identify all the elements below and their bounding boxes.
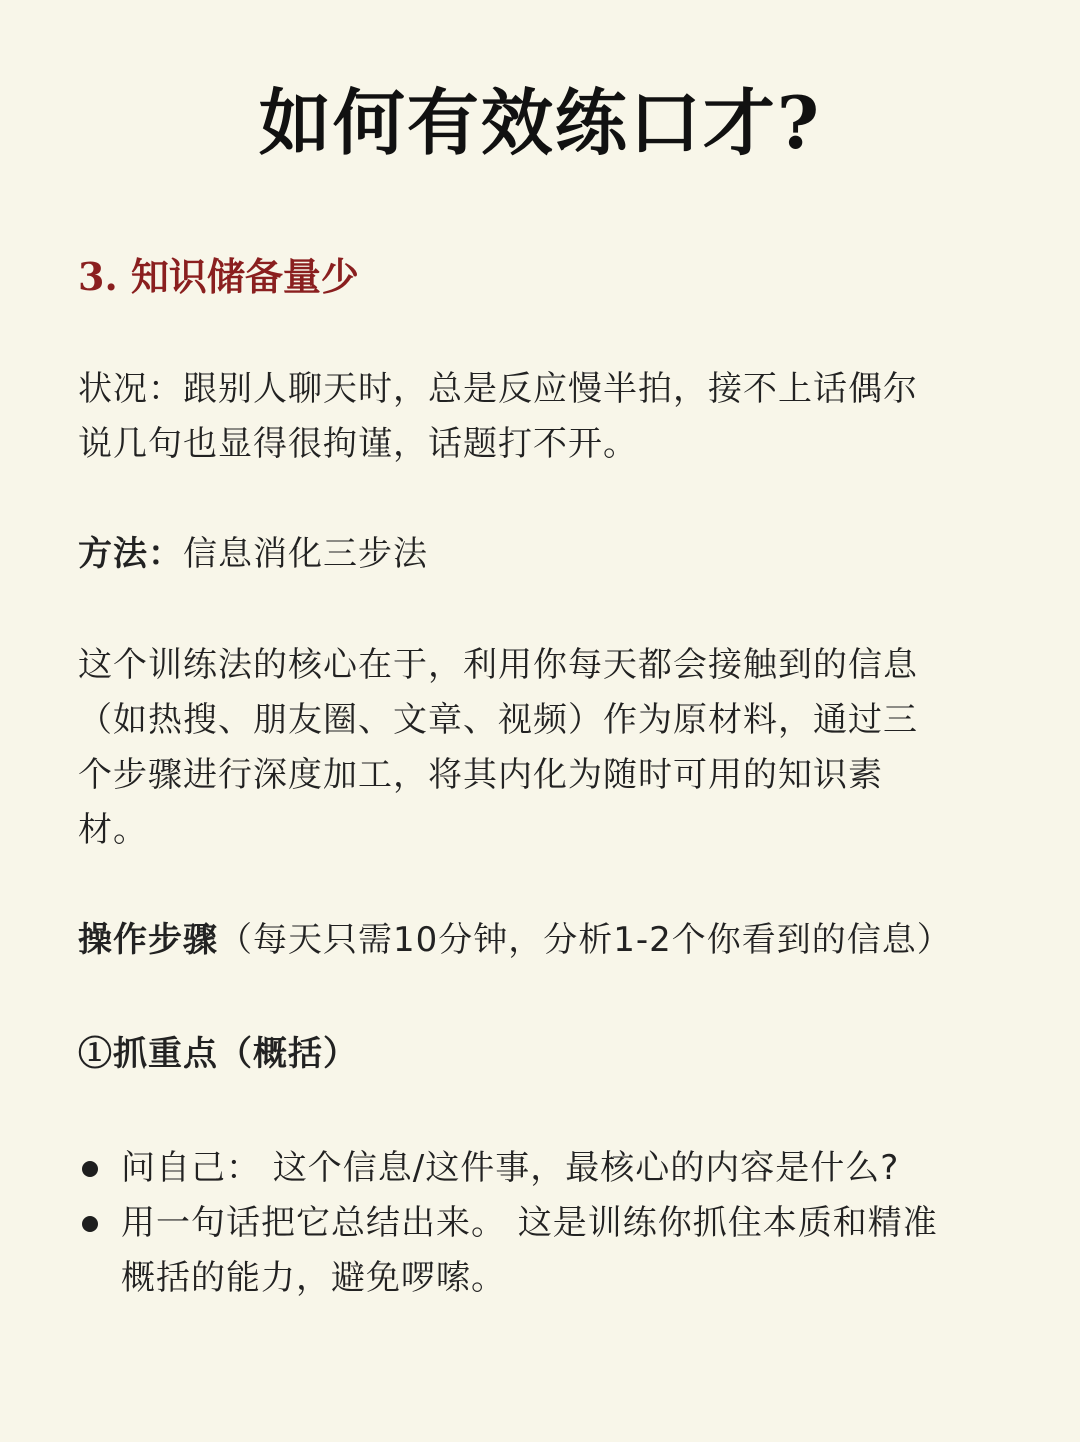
bullet-dot-icon: [82, 1216, 98, 1232]
list-item: [78, 1196, 1038, 1306]
step1-heading: ①抓重点（概括）: [78, 1034, 358, 1074]
bullet-list: [78, 1141, 1038, 1306]
situation-line: 状况：跟别人聊天时，总是反应慢半拍，接不上话偶尔: [78, 369, 918, 409]
bullet-line: 概括的能力，避免啰嗦。: [121, 1258, 506, 1298]
core-line: 个步骤进行深度加工，将其内化为随时可用的知识素: [78, 755, 883, 795]
bullet-line: 问自己： 这个信息/这件事，最核心的内容是什么?: [121, 1148, 900, 1188]
bullet-line: 用一句话把它总结出来。 这是训练你抓住本质和精准: [121, 1203, 938, 1243]
steps-label: 操作步骤: [78, 920, 218, 960]
core-paragraph: [78, 638, 1028, 858]
situation-line: 说几句也显得很拘谨，话题打不开。: [78, 424, 638, 464]
steps-text: （每天只需10分钟，分析1-2个你看到的信息）: [218, 920, 952, 960]
list-item: [78, 1141, 1038, 1196]
section-heading: 3. 知识储备量少: [78, 254, 359, 299]
situation-paragraph: [78, 362, 1028, 472]
step1-heading-block: [78, 1027, 1028, 1082]
method-text: 信息消化三步法: [183, 534, 428, 574]
core-line: （如热搜、朋友圈、文章、视频）作为原材料，通过三: [78, 700, 918, 740]
bullet-dot-icon: [82, 1161, 98, 1177]
page-title: 如何有效练口才?: [258, 80, 822, 165]
steps-paragraph: [78, 913, 1028, 968]
core-line: 这个训练法的核心在于，利用你每天都会接触到的信息: [78, 645, 918, 685]
method-label: 方法：: [78, 534, 183, 574]
method-paragraph: [78, 527, 1028, 582]
core-line: 材。: [78, 810, 148, 850]
